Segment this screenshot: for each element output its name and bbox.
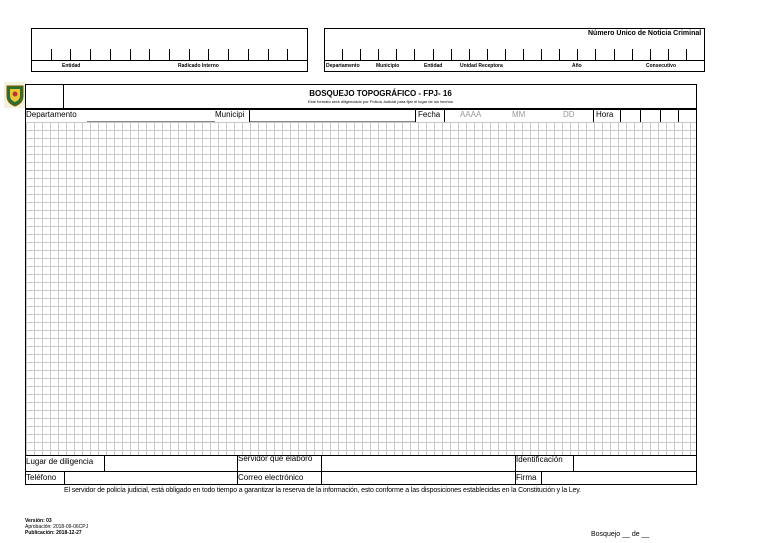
version-block: [25, 518, 88, 536]
aaaa-field[interactable]: AAAA: [460, 110, 482, 119]
municipio-header-label: Municipio: [376, 63, 400, 69]
aprobacion-text: Aprobación: 2018-09-06CPJ: [25, 524, 89, 530]
noticia-title: Número Único de Noticia Criminal: [588, 30, 702, 37]
entidad-label: Entidad: [62, 63, 81, 69]
hora-cell-1[interactable]: [640, 109, 641, 123]
fecha-divider-2: [444, 109, 445, 123]
telefono-divider: [64, 471, 65, 485]
page-counter: Bosquejo __ de __: [591, 531, 650, 538]
ano-label: Año: [572, 63, 582, 69]
version-text: Versión: 03: [25, 518, 52, 524]
departamento-header-label: Departamento: [326, 63, 360, 69]
fecha-divider: [415, 109, 416, 123]
telefono-row: [25, 471, 697, 485]
entidad-header-label: Entidad: [424, 63, 443, 69]
consecutivo-label: Consecutivo: [646, 63, 677, 69]
lugar-label: Lugar de diligencia: [26, 457, 94, 466]
form-subtitle: Este formato será diligenciado por Policía Judicial para fijar el lugar de los hechos: [308, 99, 453, 104]
unidad-receptora-label: Unidad Receptora: [460, 63, 503, 69]
mm-field[interactable]: MM: [512, 110, 526, 119]
hora-label: Hora: [596, 110, 614, 119]
ident-divider-2: [573, 455, 574, 472]
telefono-label: Teléfono: [26, 473, 57, 482]
firma-divider: [541, 471, 542, 485]
firma-label: Firma: [516, 473, 537, 482]
lugar-divider: [104, 455, 105, 472]
identificacion-label: Identificación: [516, 455, 563, 464]
lugar-row: [25, 455, 697, 472]
noticia-cells: [324, 49, 705, 61]
municipio-divider: [249, 109, 250, 123]
publicacion-text: Publicación: 2018-12-27: [25, 530, 82, 536]
correo-label: Correo electrónico: [238, 473, 304, 482]
fecha-label: Fecha: [418, 110, 441, 119]
dd-field[interactable]: DD: [563, 110, 575, 119]
sketch-grid[interactable]: [25, 122, 697, 455]
hora-cell-3[interactable]: [678, 109, 679, 123]
hora-cell-2[interactable]: [660, 109, 661, 123]
municipio-label: Municipi: [215, 110, 245, 119]
entidad-cells: [31, 49, 308, 61]
hora-divider-2: [620, 109, 621, 123]
radicado-label: Radicado Interno: [178, 63, 219, 69]
form-title: BOSQUEJO TOPOGRÁFICO - FPJ- 16: [309, 89, 452, 98]
departamento-label: Departamento: [26, 110, 77, 119]
servidor-label: Servidor que elaboró: [238, 455, 313, 463]
fiscalia-shield-icon: [4, 82, 26, 108]
hora-divider: [593, 109, 594, 123]
reserva-notice: El servidor de policía judicial, está obligado en todo tiempo a garantizar la reserva de la información, esto conforme a las disposiciones establecidas en la Constitución y la Ley.: [64, 487, 581, 494]
